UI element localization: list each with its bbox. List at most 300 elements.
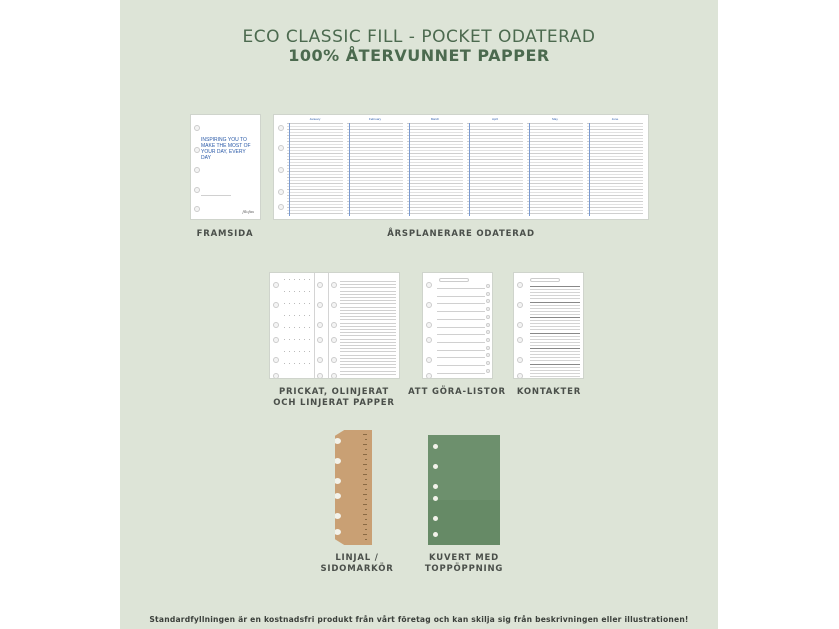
day-row <box>587 132 643 133</box>
day-row <box>527 174 583 175</box>
day-row <box>407 189 463 190</box>
day-row <box>467 162 523 163</box>
contact-line <box>530 348 580 349</box>
day-row <box>527 153 583 154</box>
contact-line <box>530 298 580 299</box>
day-row <box>467 135 523 136</box>
title-box <box>530 278 560 282</box>
contacts-image <box>513 272 584 379</box>
day-row <box>287 123 343 124</box>
day-row <box>287 192 343 193</box>
day-row <box>287 201 343 202</box>
day-row <box>467 207 523 208</box>
dot <box>284 303 285 304</box>
day-row <box>347 189 403 190</box>
day-row <box>347 207 403 208</box>
day-row <box>467 195 523 196</box>
day-row <box>407 123 463 124</box>
checkbox <box>486 369 490 373</box>
rule-line <box>340 294 396 295</box>
contact-line <box>530 329 580 330</box>
ring-hole <box>517 373 523 379</box>
day-row <box>287 174 343 175</box>
dot <box>299 351 300 352</box>
day-row <box>527 165 583 166</box>
dot <box>284 363 285 364</box>
dot <box>299 339 300 340</box>
todo-line <box>437 350 485 351</box>
ring-hole <box>273 322 279 328</box>
ring-hole <box>317 373 323 379</box>
dot <box>309 279 310 280</box>
day-row <box>407 174 463 175</box>
ring-hole <box>433 484 438 489</box>
day-row <box>347 171 403 172</box>
ring-hole <box>317 282 323 288</box>
day-row <box>527 150 583 151</box>
todo-line <box>437 342 485 343</box>
day-row <box>347 174 403 175</box>
contact-line <box>530 333 580 334</box>
day-row <box>407 171 463 172</box>
dot <box>309 315 310 316</box>
day-row <box>347 138 403 139</box>
dot <box>304 279 305 280</box>
rule-line <box>340 303 396 304</box>
day-row <box>407 156 463 157</box>
dot <box>294 315 295 316</box>
label-kuvert <box>384 553 544 575</box>
label-framsida: FRAMSIDA <box>196 229 254 239</box>
ring-hole <box>331 302 337 308</box>
ring-hole <box>426 337 432 343</box>
day-row <box>407 126 463 127</box>
checkbox <box>486 361 490 365</box>
contact-line <box>530 320 580 321</box>
rule-line <box>340 297 396 298</box>
day-row <box>527 183 583 184</box>
paper-types-image <box>269 272 400 379</box>
day-row <box>287 126 343 127</box>
day-row <box>527 132 583 133</box>
rule-line <box>340 371 396 372</box>
rule-line <box>340 323 396 324</box>
day-row <box>587 180 643 181</box>
day-row <box>467 174 523 175</box>
checkbox <box>486 307 490 311</box>
ruler-bookmark-image <box>335 430 372 545</box>
day-row <box>527 129 583 130</box>
ring-hole <box>194 167 200 173</box>
dot <box>289 339 290 340</box>
day-row <box>527 192 583 193</box>
background-panel <box>120 0 718 629</box>
dot <box>304 351 305 352</box>
ruler-tick <box>363 504 367 505</box>
ring-hole <box>331 337 337 343</box>
month-header: January <box>309 117 321 121</box>
day-row <box>527 180 583 181</box>
day-row <box>347 129 403 130</box>
rule-line <box>340 332 396 333</box>
day-row <box>587 159 643 160</box>
dot <box>284 351 285 352</box>
dot <box>304 327 305 328</box>
day-row <box>527 147 583 148</box>
day-row <box>407 201 463 202</box>
day-row <box>587 189 643 190</box>
rule-line <box>340 291 396 292</box>
month-header: April <box>491 117 498 121</box>
day-row <box>467 213 523 214</box>
day-row <box>287 153 343 154</box>
ring-hole <box>426 373 432 379</box>
rule-line <box>340 300 396 301</box>
day-row <box>407 213 463 214</box>
label-line: TOPPÖPPNING <box>424 564 504 574</box>
day-row <box>527 156 583 157</box>
ruler-tick <box>365 479 367 480</box>
ruler-tick <box>363 434 367 435</box>
dot <box>289 327 290 328</box>
day-row <box>467 192 523 193</box>
rule-line <box>340 345 396 346</box>
checkbox <box>486 353 490 357</box>
day-row <box>527 141 583 142</box>
dot <box>299 315 300 316</box>
dot <box>309 303 310 304</box>
day-row <box>407 186 463 187</box>
day-row <box>407 207 463 208</box>
rule-line <box>340 313 396 314</box>
month-header: February <box>368 117 381 121</box>
decor <box>314 273 315 379</box>
ruler-tick <box>363 474 367 475</box>
checkbox <box>486 284 490 288</box>
day-row <box>287 141 343 142</box>
day-row <box>287 135 343 136</box>
day-row <box>407 150 463 151</box>
footer-disclaimer: Standardfyllningen är en kostnadsfri produkt från vårt företag och kan skilja sig från beskrivningen eller illustrationen! <box>149 615 689 624</box>
decor <box>328 273 329 379</box>
contact-line <box>530 292 580 293</box>
day-row <box>347 135 403 136</box>
day-row <box>587 198 643 199</box>
ring-hole <box>194 125 200 131</box>
day-row <box>587 141 643 142</box>
dot <box>289 351 290 352</box>
day-row <box>347 204 403 205</box>
contact-line <box>530 354 580 355</box>
day-row <box>527 204 583 205</box>
day-row <box>287 210 343 211</box>
day-row <box>587 174 643 175</box>
contact-line <box>530 302 580 303</box>
rule-line <box>340 367 396 368</box>
day-numbers <box>589 123 590 216</box>
day-row <box>467 201 523 202</box>
day-row <box>407 183 463 184</box>
day-row <box>407 195 463 196</box>
day-row <box>287 138 343 139</box>
cover-page-image <box>190 114 261 220</box>
ruler-tick <box>363 494 367 495</box>
day-row <box>527 138 583 139</box>
todo-line <box>437 288 485 289</box>
day-row <box>587 213 643 214</box>
dot <box>294 363 295 364</box>
dot <box>284 327 285 328</box>
dot <box>304 303 305 304</box>
day-row <box>407 177 463 178</box>
day-row <box>467 123 523 124</box>
day-row <box>347 162 403 163</box>
day-row <box>587 153 643 154</box>
day-row <box>407 168 463 169</box>
month-header: March <box>430 117 440 121</box>
contact-line <box>530 367 580 368</box>
ring-hole <box>426 357 432 363</box>
day-row <box>527 213 583 214</box>
day-row <box>467 186 523 187</box>
day-row <box>287 213 343 214</box>
year-planner-image <box>273 114 649 220</box>
day-row <box>347 177 403 178</box>
day-row <box>347 159 403 160</box>
day-row <box>407 192 463 193</box>
day-row <box>287 198 343 199</box>
ruler-tick <box>365 519 367 520</box>
ring-hole <box>278 189 284 195</box>
day-row <box>347 192 403 193</box>
day-row <box>287 168 343 169</box>
day-row <box>467 183 523 184</box>
day-row <box>527 135 583 136</box>
rule-line <box>340 339 396 340</box>
day-row <box>407 135 463 136</box>
ring-hole <box>517 302 523 308</box>
ruler-tick <box>365 499 367 500</box>
ring-hole <box>278 204 284 210</box>
ruler-tick <box>365 539 367 540</box>
checkbox <box>486 323 490 327</box>
ring-hole <box>317 357 323 363</box>
rule-line <box>340 326 396 327</box>
contact-line <box>530 311 580 312</box>
day-row <box>287 180 343 181</box>
day-row <box>347 213 403 214</box>
rule-line <box>340 307 396 308</box>
day-row <box>527 168 583 169</box>
todo-line <box>437 303 485 304</box>
ring-hole <box>334 438 341 444</box>
rule-line <box>340 342 396 343</box>
label-line: KUVERT MED <box>429 553 499 563</box>
day-row <box>287 183 343 184</box>
contact-line <box>530 351 580 352</box>
day-numbers <box>529 123 530 216</box>
day-row <box>467 150 523 151</box>
day-row <box>527 126 583 127</box>
day-row <box>467 126 523 127</box>
day-row <box>287 147 343 148</box>
label-line: SIDOMARKÖR <box>320 564 394 574</box>
ruler-tick <box>365 509 367 510</box>
day-row <box>407 129 463 130</box>
day-row <box>527 210 583 211</box>
contact-line <box>530 373 580 374</box>
day-row <box>287 132 343 133</box>
day-row <box>587 168 643 169</box>
label-line: OCH LINJERAT PAPPER <box>273 398 395 408</box>
dot <box>304 315 305 316</box>
ruler-tick <box>363 464 367 465</box>
day-row <box>587 129 643 130</box>
day-row <box>467 165 523 166</box>
ring-hole <box>194 147 200 153</box>
day-row <box>467 177 523 178</box>
day-row <box>347 126 403 127</box>
rule-line <box>340 310 396 311</box>
dot <box>304 339 305 340</box>
envelope-image <box>428 435 500 545</box>
day-row <box>527 123 583 124</box>
day-row <box>587 123 643 124</box>
day-row <box>467 144 523 145</box>
day-row <box>287 177 343 178</box>
rule-line <box>340 284 396 285</box>
label-arsplanerare: ÅRSPLANERARE ODATERAD <box>387 229 535 239</box>
ruler-tick <box>365 469 367 470</box>
contact-line <box>530 289 580 290</box>
day-row <box>527 162 583 163</box>
day-row <box>587 210 643 211</box>
day-row <box>287 186 343 187</box>
contact-line <box>530 336 580 337</box>
ruler-tick <box>365 489 367 490</box>
label-kontakter: KONTAKTER <box>516 387 582 397</box>
contact-line <box>530 376 580 377</box>
ring-hole <box>433 444 438 449</box>
day-row <box>527 201 583 202</box>
day-row <box>527 171 583 172</box>
ring-hole <box>334 478 341 484</box>
day-row <box>527 159 583 160</box>
day-row <box>587 204 643 205</box>
checkbox <box>486 346 490 350</box>
day-row <box>347 156 403 157</box>
dot <box>309 351 310 352</box>
todo-line <box>437 334 485 335</box>
day-row <box>587 207 643 208</box>
day-row <box>407 144 463 145</box>
ring-hole <box>426 282 432 288</box>
dot <box>299 279 300 280</box>
day-row <box>467 132 523 133</box>
ring-hole <box>517 337 523 343</box>
cover-slogan: INSPIRING YOU TO MAKE THE MOST OF YOUR DAY, EVERY DAY <box>201 137 251 161</box>
day-row <box>347 153 403 154</box>
day-row <box>407 204 463 205</box>
rule-line <box>340 364 396 365</box>
day-row <box>587 177 643 178</box>
dot <box>289 291 290 292</box>
day-row <box>467 153 523 154</box>
day-row <box>407 147 463 148</box>
ring-hole <box>334 529 341 535</box>
day-row <box>407 162 463 163</box>
label-line: PRICKAT, OLINJERAT <box>278 387 389 397</box>
ring-hole <box>433 532 438 537</box>
ring-hole <box>334 493 341 499</box>
ring-hole <box>278 167 284 173</box>
day-row <box>587 126 643 127</box>
dot <box>289 315 290 316</box>
day-row <box>347 210 403 211</box>
day-row <box>347 144 403 145</box>
day-row <box>587 165 643 166</box>
ruler-tick <box>363 454 367 455</box>
ring-hole <box>317 302 323 308</box>
dot <box>309 363 310 364</box>
dot <box>294 351 295 352</box>
contact-line <box>530 357 580 358</box>
day-row <box>347 168 403 169</box>
day-row <box>587 183 643 184</box>
day-row <box>347 186 403 187</box>
day-numbers <box>289 123 290 216</box>
ruler-tick <box>363 534 367 535</box>
rule-line <box>340 335 396 336</box>
day-row <box>287 156 343 157</box>
day-row <box>347 132 403 133</box>
ring-hole <box>426 322 432 328</box>
day-row <box>287 189 343 190</box>
ruler-tick <box>363 524 367 525</box>
dot <box>284 339 285 340</box>
day-row <box>467 156 523 157</box>
checkbox <box>486 315 490 319</box>
contact-line <box>530 305 580 306</box>
page-subtitle: 100% ÅTERVUNNET PAPPER <box>288 46 550 65</box>
todo-line <box>437 327 485 328</box>
contact-line <box>530 317 580 318</box>
ring-hole <box>194 206 200 212</box>
day-numbers <box>349 123 350 216</box>
dot <box>299 363 300 364</box>
ring-hole <box>517 357 523 363</box>
day-row <box>587 156 643 157</box>
ring-hole <box>331 322 337 328</box>
day-row <box>347 141 403 142</box>
rule-line <box>340 329 396 330</box>
ring-hole <box>273 373 279 379</box>
ring-hole <box>331 373 337 379</box>
day-row <box>347 201 403 202</box>
contact-line <box>530 295 580 296</box>
dot <box>289 279 290 280</box>
day-row <box>287 162 343 163</box>
day-row <box>527 177 583 178</box>
dot <box>304 291 305 292</box>
day-row <box>467 141 523 142</box>
day-row <box>527 186 583 187</box>
dot <box>294 279 295 280</box>
ring-hole <box>194 187 200 193</box>
day-row <box>467 210 523 211</box>
day-row <box>347 198 403 199</box>
checkbox <box>486 338 490 342</box>
